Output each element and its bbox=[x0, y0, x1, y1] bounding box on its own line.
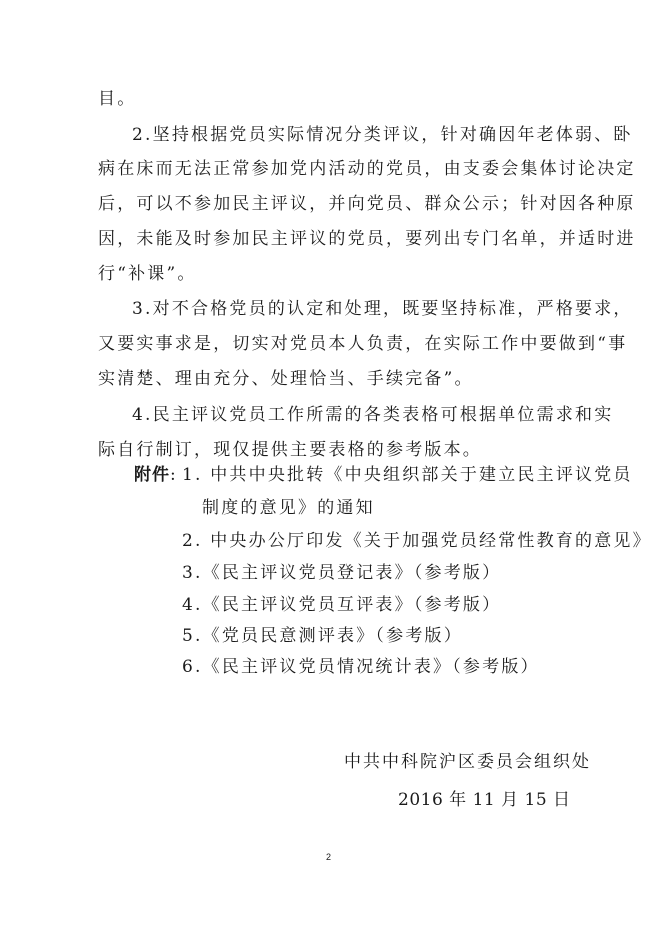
paragraph-3-start: 3.对不合格党员的认定和处理，既要坚持标准，严格要求， bbox=[132, 299, 633, 319]
attachment-item-4: 4.《民主评议党员互评表》（参考版） bbox=[182, 595, 502, 615]
attachment-item-2: 2. 中央办公厅印发《关于加强党员经常性教育的意见》 bbox=[182, 531, 652, 551]
body-line: 目。 bbox=[98, 89, 137, 109]
signature-date: 2016 年 11 月 15 日 bbox=[398, 790, 571, 810]
body-line: 际自行制订，现仅提供主要表格的参考版本。 bbox=[98, 440, 482, 460]
body-line: 因，未能及时参加民主评议的党员，要列出专门名单，并适时进 bbox=[98, 229, 636, 249]
page-number: 2 bbox=[326, 852, 332, 862]
attachment-item-1: 1. 中共中央批转《中央组织部关于建立民主评议党员 bbox=[182, 465, 633, 485]
body-line: 病在床而无法正常参加党内活动的党员，由支委会集体讨论决定 bbox=[98, 159, 636, 179]
attachments-label: 附件 bbox=[134, 465, 170, 485]
body-line: 后，可以不参加民主评议，并向党员、群众公示；针对因各种原 bbox=[98, 194, 636, 214]
attachment-item-5: 5.《党员民意测评表》（参考版） bbox=[182, 626, 463, 646]
body-line: 行“补课”。 bbox=[98, 264, 197, 284]
attachment-item-1-cont: 制度的意见》的通知 bbox=[202, 498, 375, 518]
attachment-item-6: 6.《民主评议党员情况统计表》（参考版） bbox=[182, 657, 540, 677]
attachments-heading bbox=[134, 464, 178, 486]
body-line: 又要实事求是，切实对党员本人负责，在实际工作中要做到“事 bbox=[98, 334, 628, 354]
attachments-colon: : bbox=[170, 465, 178, 485]
paragraph-4-start: 4.民主评议党员工作所需的各类表格可根据单位需求和实 bbox=[132, 405, 614, 425]
attachment-item-3: 3.《民主评议党员登记表》（参考版） bbox=[182, 563, 502, 583]
signature-organization: 中共中科院沪区委员会组织处 bbox=[344, 752, 591, 772]
paragraph-2-start: 2.坚持根据党员实际情况分类评议，针对确因年老体弱、卧 bbox=[132, 125, 633, 145]
body-line: 实清楚、理由充分、处理恰当、手续完备”。 bbox=[98, 369, 474, 389]
